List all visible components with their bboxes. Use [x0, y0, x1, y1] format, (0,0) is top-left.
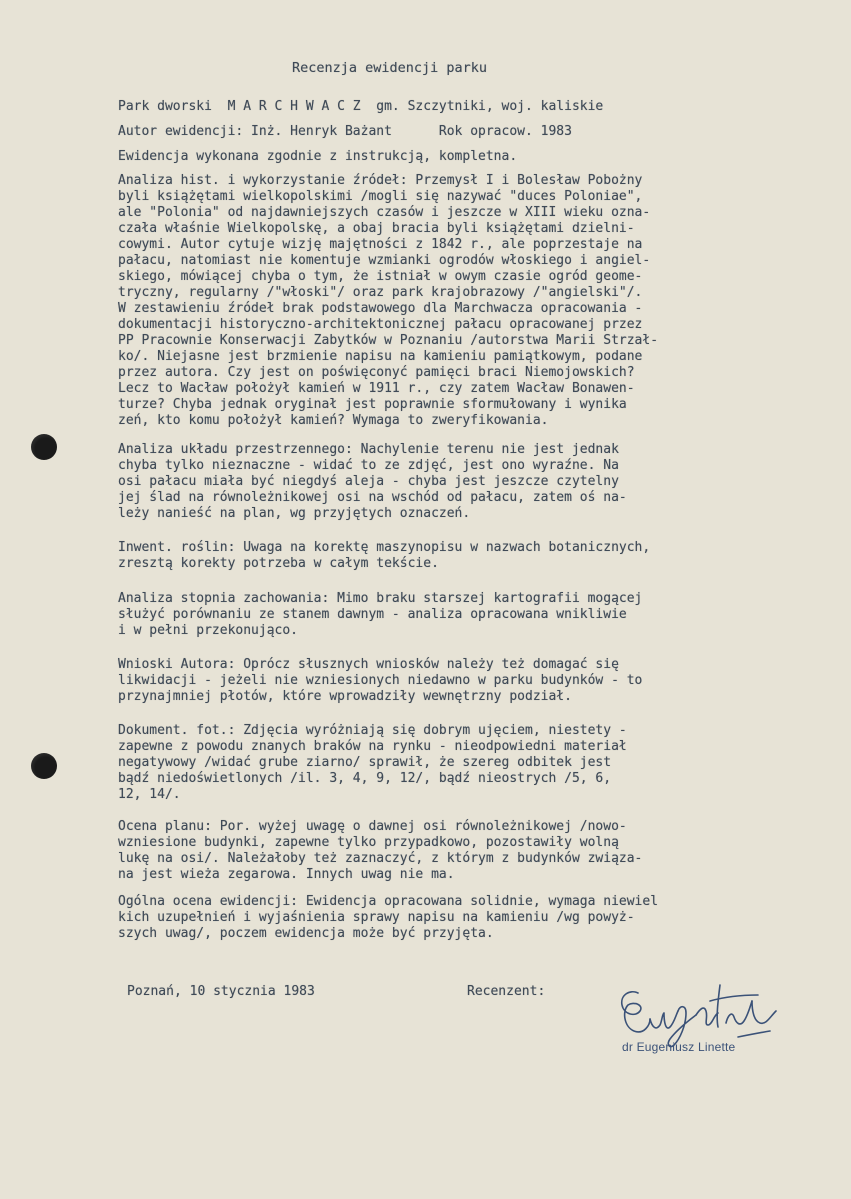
paragraph-line: jej ślad na równoleżnikowej osi na wschód od pałacu, zatem oś na-	[118, 490, 627, 505]
paragraph-line: czała właśnie Wielkopolskę, a obaj bracia byli książętami dzielni-	[118, 221, 635, 236]
paragraph-line: likwidacji - jeżeli nie wzniesionych niedawno w parku budynków - to	[118, 673, 643, 688]
paragraph-line: osi pałacu miała być niegdyś aleja - chyba jest jeszcze czytelny	[118, 474, 619, 489]
paragraph-line: kich uzupełnień i wyjaśnienia sprawy napisu na kamieniu /wg powyż-	[118, 910, 635, 925]
place-and-date: Poznań, 10 stycznia 1983	[127, 984, 315, 999]
header-line-author: Autor ewidencji: Inż. Henryk Bażant Rok opracow. 1983	[118, 124, 572, 139]
paragraph-line: cowymi. Autor cytuje wizję majętności z 1842 r., ale poprzestaje na	[118, 237, 643, 252]
paragraph-line: Analiza stopnia zachowania: Mimo braku starszej kartografii mogącej	[118, 591, 643, 606]
paragraph-line: szych uwag/, poczem ewidencja może być przyjęta.	[118, 926, 494, 941]
paragraph-line: Analiza układu przestrzennego: Nachylenie terenu nie jest jednak	[118, 442, 619, 457]
paragraph-line: dokumentacji historyczno-architektonicznej pałacu opracowanej przez	[118, 317, 643, 332]
paragraph-line: ale "Polonia" od najdawniejszych czasów i jeszcze w XIII wieku ozna-	[118, 205, 651, 220]
paragraph-line: tryczny, regularny /"włoski"/ oraz park krajobrazowy /"angielski"/.	[118, 285, 643, 300]
document-title: Recenzja ewidencji parku	[292, 60, 488, 76]
paragraph-line: Dokument. fot.: Zdjęcia wyróżniają się dobrym ujęciem, niestety -	[118, 723, 627, 738]
handwritten-signature	[600, 965, 790, 1075]
paragraph-line: pałacu, natomiast nie komentuje wzmianki ogrodów włoskiego i angiel-	[118, 253, 651, 268]
paragraph-line: przynajmniej płotów, które wprowadziły wewnętrzny podział.	[118, 689, 572, 704]
paragraph-line: lukę na osi/. Należałoby też zaznaczyć, z którym z budynków związa-	[118, 851, 643, 866]
paragraph-line: Inwent. roślin: Uwaga na korektę maszynopisu w nazwach botanicznych,	[118, 540, 651, 555]
paragraph-line: zresztą korekty potrzeba w całym tekście.	[118, 556, 439, 571]
paragraph-line: zeń, kto komu położył kamień? Wymaga to zweryfikowania.	[118, 413, 549, 428]
paragraph-line: leży nanieść na plan, wg przyjętych oznaczeń.	[118, 506, 471, 521]
punch-hole-icon	[31, 753, 57, 779]
paragraph-line: zapewne z powodu znanych braków na rynku - nieodpowiedni materiał	[118, 739, 627, 754]
paragraph-line: 12, 14/.	[118, 787, 181, 802]
paragraph-line: przez autora. Czy jest on poświęconyć pamięci braci Niemojowskich?	[118, 365, 635, 380]
paragraph-line: Wnioski Autora: Oprócz słusznych wniosków należy też domagać się	[118, 657, 619, 672]
paragraph-line: skiego, mówiącej chyba o tym, że istniał w owym czasie ogród geome-	[118, 269, 643, 284]
paragraph-line: PP Pracownie Konserwacji Zabytków w Poznaniu /autorstwa Marii Strzał-	[118, 333, 659, 348]
paragraph-line: W zestawieniu źródeł brak podstawowego dla Marchwacza opracowania -	[118, 301, 643, 316]
paragraph-line: służyć porównaniu ze stanem dawnym - analiza opracowana wnikliwie	[118, 607, 627, 622]
paragraph-line: ko/. Niejasne jest brzmienie napisu na kamieniu pamiątkowym, podane	[118, 349, 643, 364]
header-line-completeness: Ewidencja wykonana zgodnie z instrukcją, kompletna.	[118, 149, 518, 164]
paragraph-line: Ocena planu: Por. wyżej uwagę o dawnej osi równoleżnikowej /nowo-	[118, 819, 627, 834]
reviewer-label: Recenzent:	[467, 984, 546, 999]
paragraph-line: byli książętami wielkopolskimi /mogli się nazywać "duces Poloniae",	[118, 189, 643, 204]
signature-stamp-name: dr Eugeniusz Linette	[622, 1040, 736, 1054]
paragraph-line: Analiza hist. i wykorzystanie źródeł: Przemysł I i Bolesław Pobożny	[118, 173, 643, 188]
paragraph-line: Lecz to Wacław położył kamień w 1911 r., czy zatem Wacław Bonawen-	[118, 381, 635, 396]
paragraph-line: i w pełni przekonująco.	[118, 623, 299, 638]
paragraph-line: negatywowy /widać grube ziarno/ sprawił, że szereg odbitek jest	[118, 755, 612, 770]
punch-hole-icon	[31, 434, 57, 460]
paragraph-line: chyba tylko nieznaczne - widać to ze zdjęć, jest ono wyraźne. Na	[118, 458, 619, 473]
paragraph-line: Ogólna ocena ewidencji: Ewidencja opracowana solidnie, wymaga niewiel	[118, 894, 659, 909]
paragraph-line: wzniesione budynki, zapewne tylko przypadkowo, pozostawiły wolną	[118, 835, 619, 850]
header-line-park: Park dworski M A R C H W A C Z gm. Szczytniki, woj. kaliskie	[118, 99, 604, 114]
paragraph-line: na jest wieża zegarowa. Innych uwag nie ma.	[118, 867, 455, 882]
paragraph-line: bądź niedoświetlonych /il. 3, 4, 9, 12/, bądź nieostrych /5, 6,	[118, 771, 612, 786]
paragraph-line: turze? Chyba jednak oryginał jest poprawnie sformułowany i wynika	[118, 397, 627, 412]
